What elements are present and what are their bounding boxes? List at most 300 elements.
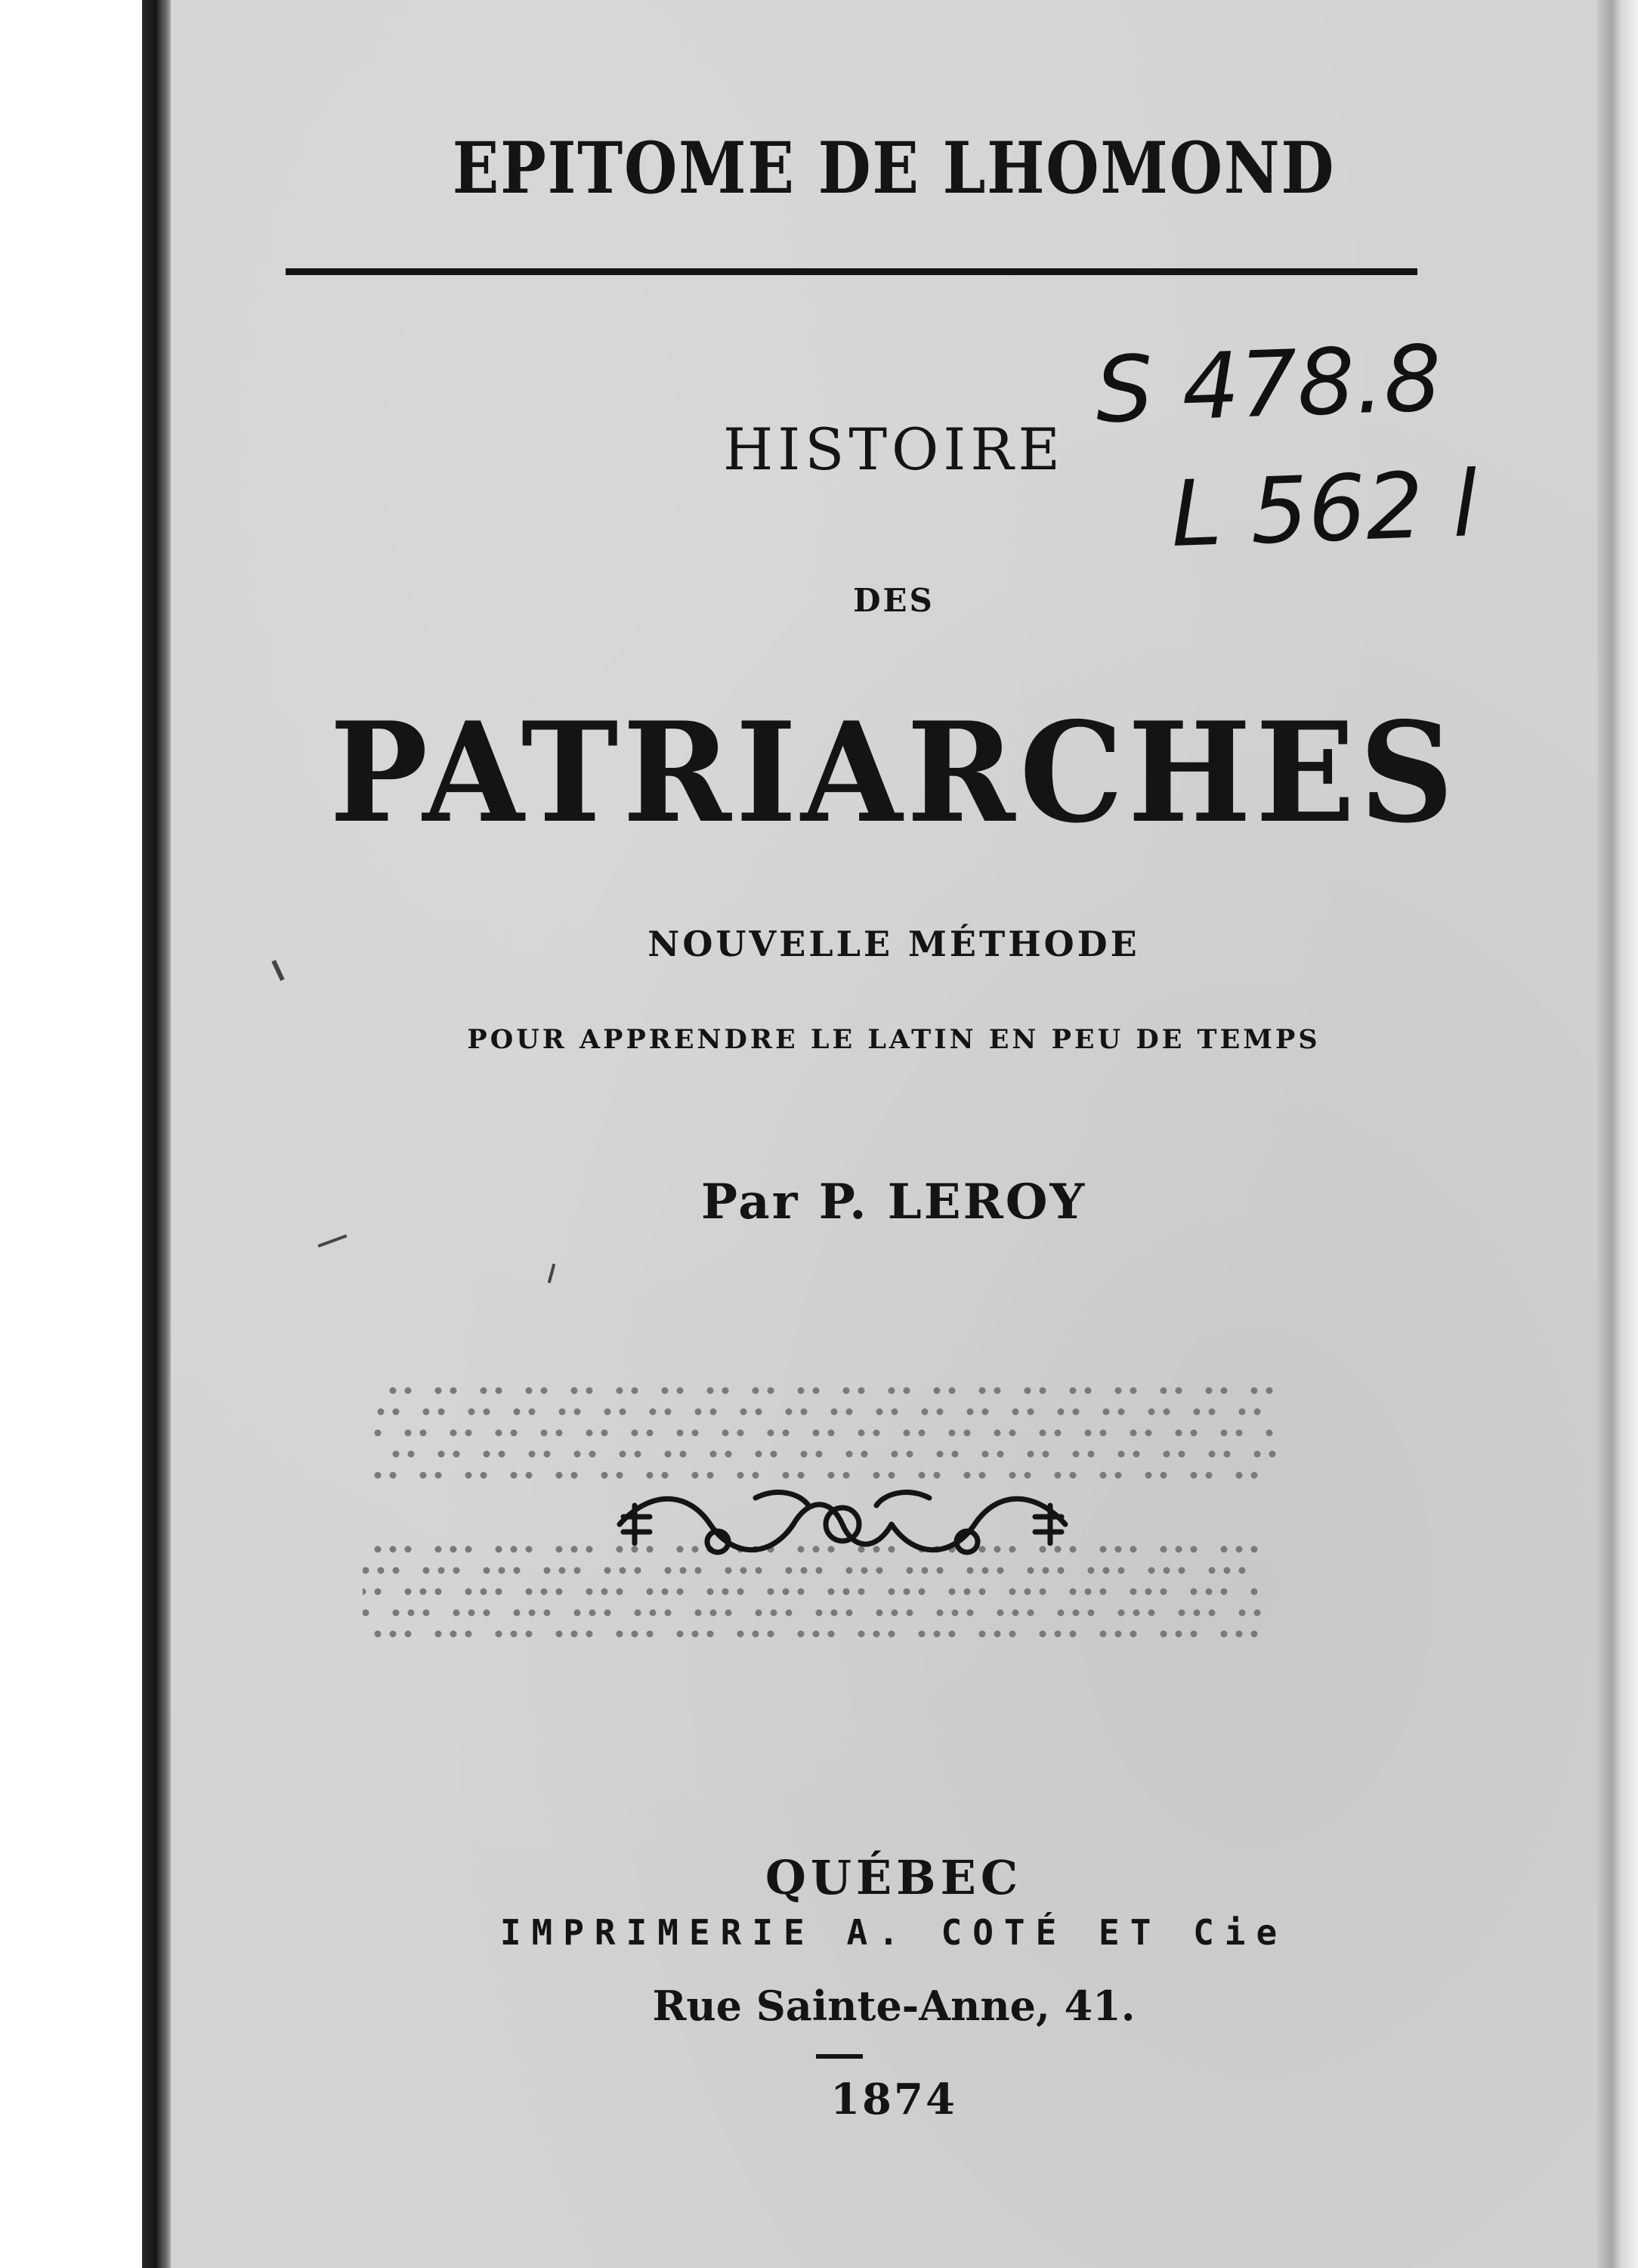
perforation-dot: [601, 1589, 608, 1595]
perforation-dot: [1133, 1451, 1140, 1458]
perforation-dot: [435, 1388, 442, 1394]
perforation-dot: [1191, 1546, 1198, 1553]
perforation-dot: [465, 1631, 472, 1638]
perforation-dot: [982, 1409, 989, 1416]
perforation-dot: [695, 1409, 702, 1416]
perforation-dot: [846, 1610, 853, 1617]
perforation-dot: [541, 1388, 548, 1394]
perforation-dot: [1239, 1567, 1246, 1574]
perforation-dot: [465, 1472, 472, 1479]
perforation-dot: [937, 1610, 944, 1617]
perforation-dot: [586, 1631, 593, 1638]
perforation-dot: [635, 1610, 641, 1617]
perforation-dot: [1115, 1546, 1122, 1553]
perforation-dot: [1100, 1631, 1107, 1638]
perforation-dot: [526, 1472, 533, 1479]
perforation-dot: [435, 1472, 442, 1479]
perforation-dot: [435, 1631, 442, 1638]
perforation-dot: [363, 1567, 369, 1574]
perforation-dot: [1133, 1610, 1140, 1617]
perforation-dot: [514, 1610, 521, 1617]
perforation-dot: [586, 1546, 593, 1553]
perforation-dot: [393, 1409, 400, 1416]
perforation-dot: [1130, 1546, 1137, 1553]
perforation-dot: [1145, 1589, 1152, 1595]
perforation-dot: [1012, 1409, 1019, 1416]
perforation-dot: [529, 1451, 536, 1458]
perforation-dot: [1161, 1388, 1167, 1394]
perforation-dot: [919, 1430, 926, 1437]
perforation-dot: [468, 1610, 475, 1617]
perforation-dot: [949, 1388, 956, 1394]
perforation-dot: [662, 1589, 669, 1595]
perforation-dot: [408, 1451, 415, 1458]
perforation-dot: [892, 1610, 898, 1617]
perforation-dot: [1224, 1451, 1231, 1458]
perforation-dot: [617, 1589, 623, 1595]
perforation-dot: [632, 1430, 638, 1437]
perforation-dot: [1191, 1472, 1198, 1479]
perforation-dot: [1176, 1546, 1182, 1553]
perforation-dot: [511, 1430, 518, 1437]
perforation-dot: [1251, 1631, 1258, 1638]
perforation-dot: [586, 1388, 593, 1394]
perforation-dot: [907, 1451, 913, 1458]
perforation-dot: [1161, 1472, 1167, 1479]
perforation-dot: [556, 1589, 563, 1595]
perforation-dot: [1191, 1589, 1198, 1595]
perforation-dot: [1043, 1451, 1049, 1458]
perforation-dot: [453, 1451, 460, 1458]
perforation-dot: [1025, 1589, 1031, 1595]
perforation-dot: [907, 1610, 913, 1617]
perforation-dot: [1070, 1631, 1077, 1638]
perforation-dot: [1070, 1388, 1077, 1394]
series-title: EPITOME DE LHOMOND: [452, 127, 1336, 210]
perforation-dot: [1028, 1451, 1034, 1458]
perforation-dot: [526, 1388, 533, 1394]
perforation-dot: [873, 1430, 880, 1437]
perforation-dot: [586, 1430, 593, 1437]
perforation-dot: [1040, 1388, 1046, 1394]
perforation-dot: [438, 1409, 445, 1416]
perforation-dot: [390, 1631, 397, 1638]
perforation-dot: [1088, 1610, 1095, 1617]
perforation-dot: [1179, 1567, 1185, 1574]
perforation-dot: [937, 1451, 944, 1458]
perforation-dot: [692, 1631, 699, 1638]
perforation-dot: [450, 1388, 457, 1394]
perforation-dot: [677, 1631, 684, 1638]
perforation-dot: [858, 1589, 865, 1595]
perforation-dot: [876, 1610, 883, 1617]
perforation-dot: [541, 1589, 548, 1595]
perforation-dot: [571, 1388, 578, 1394]
perforation-dot: [1058, 1610, 1065, 1617]
perforation-dot: [934, 1388, 941, 1394]
perforation-dot: [994, 1388, 1001, 1394]
perforation-dot: [786, 1409, 793, 1416]
perforation-dot: [1206, 1589, 1213, 1595]
perforation-dot: [647, 1589, 654, 1595]
perforation-dot: [904, 1589, 910, 1595]
perforation-dot: [1085, 1388, 1092, 1394]
perforation-dot: [1179, 1451, 1185, 1458]
perforation-dot: [873, 1631, 880, 1638]
perforation-dot: [378, 1567, 385, 1574]
perforation-dot: [559, 1409, 566, 1416]
perforation-dot: [375, 1472, 382, 1479]
perforation-dot: [499, 1451, 505, 1458]
perforation-dot: [816, 1451, 823, 1458]
perforation-dot: [435, 1589, 442, 1595]
perforation-dot: [1206, 1472, 1213, 1479]
perforation-dot: [1145, 1430, 1152, 1437]
perforation-dot: [889, 1388, 895, 1394]
perforation-dot: [556, 1631, 563, 1638]
perforation-dot: [1236, 1546, 1243, 1553]
perforation-dot: [420, 1430, 427, 1437]
perforation-dot: [665, 1409, 672, 1416]
perforation-dot: [949, 1631, 956, 1638]
perforation-dot: [514, 1409, 521, 1416]
perforation-dot: [858, 1631, 865, 1638]
perforation-dot: [1118, 1409, 1125, 1416]
perforation-dot: [496, 1546, 502, 1553]
perforation-dot: [737, 1430, 744, 1437]
call-number-line-2: L 562 l: [1169, 451, 1479, 568]
perforation-dot: [1239, 1409, 1246, 1416]
perforation-dot: [571, 1546, 578, 1553]
perforation-dot: [1040, 1589, 1046, 1595]
perforation-dot: [680, 1451, 687, 1458]
perforation-dot: [1028, 1610, 1034, 1617]
perforation-dot: [617, 1631, 623, 1638]
perforation-dot: [892, 1409, 898, 1416]
perforation-dot: [786, 1610, 793, 1617]
perforation-dot: [647, 1430, 654, 1437]
perforation-dot: [1164, 1451, 1170, 1458]
perforation-dot: [1100, 1472, 1107, 1479]
perforation-dot: [544, 1610, 551, 1617]
perforation-dot: [801, 1409, 808, 1416]
perforation-dot: [1179, 1610, 1185, 1617]
perforation-dot: [1130, 1631, 1137, 1638]
perforation-dot: [997, 1451, 1004, 1458]
perforation-dot: [423, 1409, 430, 1416]
perforation-dot: [994, 1631, 1001, 1638]
perforation-dot: [858, 1388, 865, 1394]
perforation-dot: [604, 1409, 611, 1416]
perforation-dot: [1194, 1409, 1201, 1416]
perforation-dot: [722, 1388, 729, 1394]
perforation-dot: [798, 1589, 805, 1595]
perforation-dot: [1176, 1631, 1182, 1638]
perforation-dot: [1130, 1589, 1137, 1595]
perforation-dot: [771, 1610, 777, 1617]
perforation-dot: [481, 1472, 487, 1479]
perforation-dot: [1028, 1409, 1034, 1416]
perforation-dot: [1236, 1472, 1243, 1479]
perforation-dot: [722, 1430, 729, 1437]
perforation-dot: [420, 1472, 427, 1479]
title-line-2: DES: [853, 582, 935, 619]
perforation-dot: [423, 1567, 430, 1574]
perforation-dot: [511, 1472, 518, 1479]
perforation-dot: [375, 1631, 382, 1638]
perforation-dot: [405, 1388, 412, 1394]
perforation-dot: [982, 1451, 989, 1458]
perforation-dot: [1206, 1388, 1213, 1394]
perforation-dot: [1073, 1451, 1080, 1458]
perforation-dot: [405, 1589, 412, 1595]
perforation-dot: [725, 1451, 732, 1458]
perforation-dot: [571, 1472, 578, 1479]
perforation-dot: [710, 1610, 717, 1617]
perforation-dot: [831, 1409, 838, 1416]
perforation-dot: [484, 1567, 490, 1574]
perforation-dot: [390, 1472, 397, 1479]
perforation-dot: [405, 1430, 412, 1437]
perforation-dot: [363, 1610, 369, 1617]
perforation-dot: [481, 1589, 487, 1595]
perforation-dot: [526, 1589, 533, 1595]
perforation-dot: [556, 1472, 563, 1479]
perforation-dot: [496, 1589, 502, 1595]
perforation-dot: [1100, 1546, 1107, 1553]
perforation-dot: [1251, 1472, 1258, 1479]
perforation-dot: [1145, 1472, 1152, 1479]
perforation-dot: [722, 1589, 729, 1595]
perforation-dot: [783, 1430, 790, 1437]
call-number-line-1: S 478.8: [1093, 326, 1444, 444]
perforation-dot: [707, 1631, 714, 1638]
perforation-dot: [798, 1631, 805, 1638]
perforation-dot: [783, 1589, 790, 1595]
perforation-dot: [465, 1430, 472, 1437]
perforation-dot: [1161, 1589, 1167, 1595]
perforation-dot: [632, 1631, 638, 1638]
perforation-dot: [677, 1430, 684, 1437]
imprint-address: Rue Sainte-Anne, 41.: [652, 1982, 1136, 2030]
perforation-dot: [813, 1388, 820, 1394]
perforation-dot: [526, 1631, 533, 1638]
perforation-dot: [1269, 1451, 1276, 1458]
perforation-dot: [541, 1430, 548, 1437]
perforation-dot: [484, 1610, 490, 1617]
perforation-dot: [1221, 1388, 1228, 1394]
perforation-dot: [816, 1610, 823, 1617]
perforation-dot: [544, 1451, 551, 1458]
perforation-dot: [1009, 1430, 1016, 1437]
perforation-dot: [828, 1631, 835, 1638]
perforation-dot: [677, 1589, 684, 1595]
perforation-dot: [438, 1567, 445, 1574]
perforation-dot: [1251, 1589, 1258, 1595]
perforation-dot: [1040, 1631, 1046, 1638]
perforation-dot: [601, 1430, 608, 1437]
perforation-dot: [1025, 1388, 1031, 1394]
perforation-dot: [1191, 1631, 1198, 1638]
perforation-dot: [979, 1631, 986, 1638]
perforation-dot: [390, 1388, 397, 1394]
perforation-dot: [1088, 1451, 1095, 1458]
perforation-dot: [707, 1589, 714, 1595]
imprint-place: QUÉBEC: [765, 1850, 1023, 1905]
perforation-dot: [453, 1567, 460, 1574]
perforation-dot: [846, 1409, 853, 1416]
perforation-dot: [994, 1430, 1001, 1437]
perforation-dot: [756, 1451, 762, 1458]
perforation-dot: [1254, 1409, 1261, 1416]
perforation-dot: [979, 1589, 986, 1595]
perforation-dot: [677, 1388, 684, 1394]
perforation-dot: [889, 1631, 895, 1638]
perforation-dot: [393, 1451, 400, 1458]
perforation-dot: [390, 1546, 397, 1553]
perforation-dot: [484, 1451, 490, 1458]
perforation-dot: [846, 1451, 853, 1458]
perforation-dot: [1176, 1388, 1182, 1394]
perforation-dot: [1100, 1430, 1107, 1437]
perforation-dot: [650, 1610, 657, 1617]
perforation-dot: [1118, 1451, 1125, 1458]
perforation-dot: [831, 1610, 838, 1617]
perforation-dot: [813, 1430, 820, 1437]
perforation-dot: [695, 1610, 702, 1617]
perforation-dot: [843, 1589, 850, 1595]
perforation-dot: [665, 1610, 672, 1617]
perforation-dot: [1254, 1610, 1261, 1617]
perforation-dot: [1209, 1451, 1216, 1458]
perforation-dot: [1161, 1546, 1167, 1553]
title-rule: [286, 268, 1417, 275]
perforation-dot: [435, 1546, 442, 1553]
perforation-dot: [922, 1409, 929, 1416]
perforation-dot: [574, 1451, 581, 1458]
perforation-dot: [1236, 1430, 1243, 1437]
perforation-dot: [511, 1546, 518, 1553]
perforation-dot: [725, 1610, 732, 1617]
perforation-dot: [1009, 1631, 1016, 1638]
perforation-dot: [375, 1546, 382, 1553]
perforation-dot: [647, 1631, 654, 1638]
perforation-dot: [393, 1567, 400, 1574]
perforation-dot: [949, 1589, 956, 1595]
perforation-dot: [1073, 1610, 1080, 1617]
perforation-dot: [771, 1451, 777, 1458]
perforation-dot: [556, 1430, 563, 1437]
perforation-dot: [496, 1388, 502, 1394]
perforation-dot: [964, 1430, 971, 1437]
perforation-dot: [1221, 1546, 1228, 1553]
perforation-dot: [450, 1546, 457, 1553]
perforation-dot: [756, 1409, 762, 1416]
perforation-dot: [828, 1589, 835, 1595]
perforation-dot: [423, 1610, 430, 1617]
perforation-dot: [586, 1589, 593, 1595]
title-line-1: HISTOIRE: [722, 416, 1065, 483]
left-scan-margin: [0, 0, 144, 2268]
perforation-dot: [1254, 1451, 1261, 1458]
perforation-dot: [1009, 1589, 1016, 1595]
perforation-dot: [574, 1567, 581, 1574]
perforation-dot: [1115, 1631, 1122, 1638]
perforation-dot: [589, 1610, 596, 1617]
perforation-dot: [710, 1451, 717, 1458]
perforation-dot: [363, 1589, 366, 1595]
perforation-dot: [632, 1388, 638, 1394]
perforation-dot: [1221, 1631, 1228, 1638]
perforation-dot: [1236, 1631, 1243, 1638]
perforation-dot: [375, 1589, 382, 1595]
perforation-dot: [496, 1430, 502, 1437]
perforation-dot: [526, 1546, 533, 1553]
imprint-rule: [816, 2054, 863, 2059]
perforation-dot: [1130, 1430, 1137, 1437]
perforation-dot: [1070, 1589, 1077, 1595]
perforation-dot: [617, 1388, 623, 1394]
perforation-dot: [1266, 1388, 1273, 1394]
perforation-dot: [544, 1567, 551, 1574]
main-title: PATRIARCHES: [329, 692, 1458, 853]
perforation-dot: [904, 1430, 910, 1437]
perforation-dot: [919, 1589, 926, 1595]
perforation-dot: [801, 1451, 808, 1458]
perforation-dot: [1209, 1409, 1216, 1416]
perforation-dot: [1115, 1472, 1122, 1479]
perforation-dot: [1161, 1631, 1167, 1638]
perforation-dot: [997, 1610, 1004, 1617]
perforation-dot: [1148, 1567, 1155, 1574]
perforation-dot: [952, 1451, 959, 1458]
perforation-dot: [620, 1409, 626, 1416]
perforation-dot: [876, 1409, 883, 1416]
page-left-edge-shadow: [142, 0, 172, 2268]
perforation-dot: [650, 1409, 657, 1416]
perforation-dot: [405, 1631, 412, 1638]
perforation-dot: [707, 1388, 714, 1394]
author-line: Par P. LEROY: [700, 1174, 1087, 1230]
perforation-dot: [620, 1451, 626, 1458]
perforation-dot: [889, 1589, 895, 1595]
perforation-dot: [484, 1409, 490, 1416]
subtitle-line-1: NOUVELLE MÉTHODE: [647, 924, 1140, 964]
perforation-dot: [420, 1589, 427, 1595]
perforation-dot: [798, 1388, 805, 1394]
perforation-dot: [559, 1567, 566, 1574]
perforation-dot: [1194, 1610, 1201, 1617]
perforation-dot: [465, 1589, 472, 1595]
perforation-dot: [438, 1451, 445, 1458]
perforation-dot: [468, 1409, 475, 1416]
perforation-dot: [964, 1589, 971, 1595]
perforation-dot: [753, 1388, 759, 1394]
perforation-dot: [813, 1631, 820, 1638]
perforation-dot: [529, 1610, 536, 1617]
perforation-dot: [574, 1610, 581, 1617]
perforation-dot: [1040, 1430, 1046, 1437]
subtitle-line-2: POUR APPRENDRE LE LATIN EN PEU DE TEMPS: [467, 1024, 1321, 1055]
perforation-dot: [1209, 1610, 1216, 1617]
perforation-dot: [511, 1631, 518, 1638]
perforation-dot: [1115, 1388, 1122, 1394]
perforation-dot: [1103, 1409, 1110, 1416]
perforation-dot: [408, 1610, 415, 1617]
perforation-dot: [1085, 1430, 1092, 1437]
perforation-dot: [740, 1409, 747, 1416]
perforation-dot: [450, 1631, 457, 1638]
